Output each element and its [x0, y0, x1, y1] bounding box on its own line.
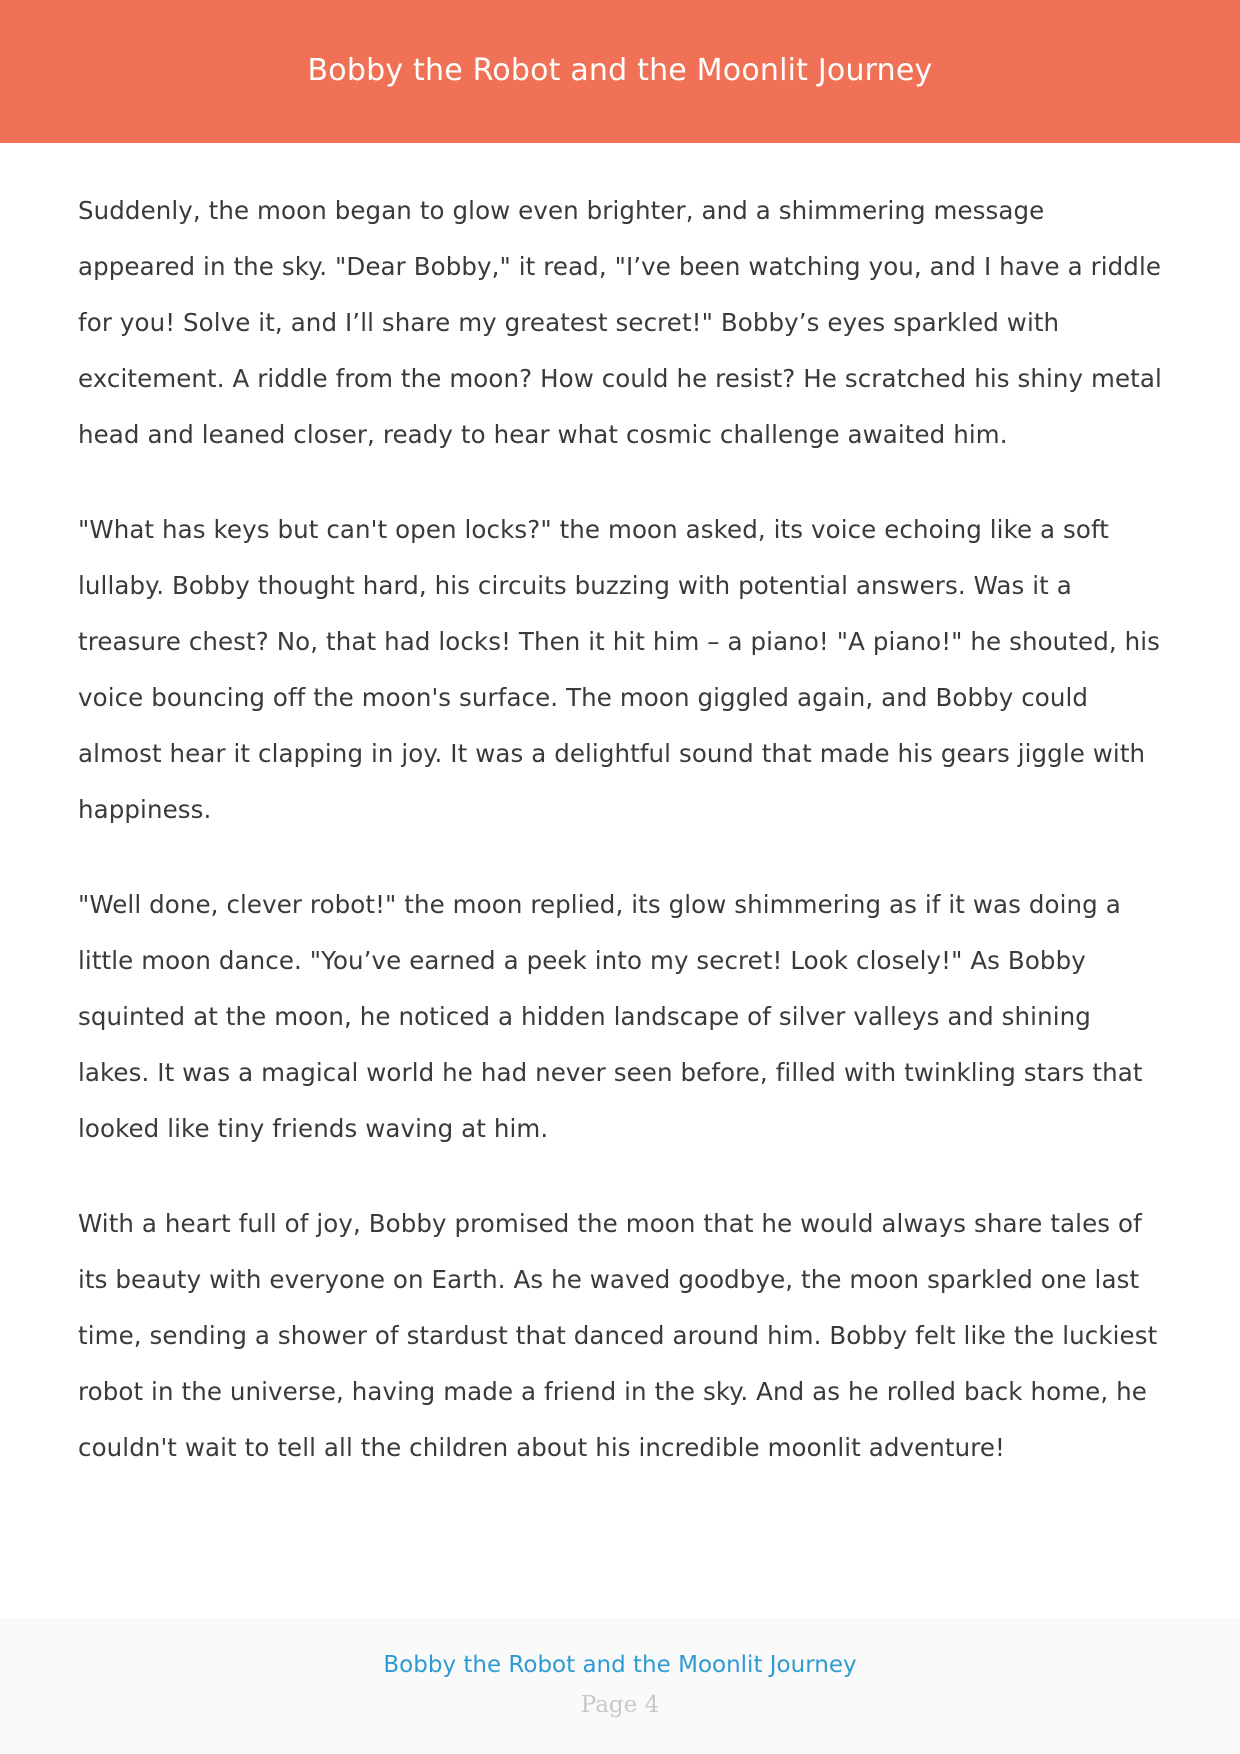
page-header — [0, 0, 1240, 143]
story-paragraph-1: Suddenly, the moon began to glow even brighter, and a shimmering message appeared in the sky. "Dear Bobby," it read, "I’ve been watching you, and I have a riddle for you! Solve it, and I’ll share my greatest secret!" Bobby’s eyes sparkled with excitement. A riddle from the moon? How could he resist? He scratched his shiny metal head and leaned closer, ready to hear what cosmic challenge awaited him. — [78, 196, 1162, 449]
header-title: Bobby the Robot and the Moonlit Journey — [307, 53, 933, 88]
story-paragraph-3: "Well done, clever robot!" the moon replied, its glow shimmering as if it was doing a little moon dance. "You’ve earned a peek into my secret! Look closely!" As Bobby squinted at the moon, he noticed a hidden landscape of silver valleys and shining lakes. It was a magical world he had never seen before, filled with twinkling stars that looked like tiny friends waving at him. — [78, 890, 1143, 1143]
page-number: Page 4 — [580, 1692, 660, 1718]
story-content — [78, 183, 1168, 1515]
page-footer — [0, 1618, 1240, 1754]
footer-title: Bobby the Robot and the Moonlit Journey — [383, 1652, 857, 1678]
story-paragraph-4: With a heart full of joy, Bobby promised the moon that he would always share tales of its beauty with everyone on Earth. As he waved goodbye, the moon sparkled one last time, sending a shower of stardust that danced around him. Bobby felt like the luckiest robot in the universe, having made a friend in the sky. And as he rolled back home, he couldn't wait to tell all the children about his incredible moonlit adventure! — [78, 1209, 1158, 1462]
story-paragraph-2: "What has keys but can't open locks?" the moon asked, its voice echoing like a soft lullaby. Bobby thought hard, his circuits buzzing with potential answers. Was it a treasure chest? No, that had locks! Then it hit him – a piano! "A piano!" he shouted, his voice bouncing off the moon's surface. The moon giggled again, and Bobby could almost hear it clapping in joy. It was a delightful sound that made his gears jiggle with happiness. — [78, 515, 1161, 824]
